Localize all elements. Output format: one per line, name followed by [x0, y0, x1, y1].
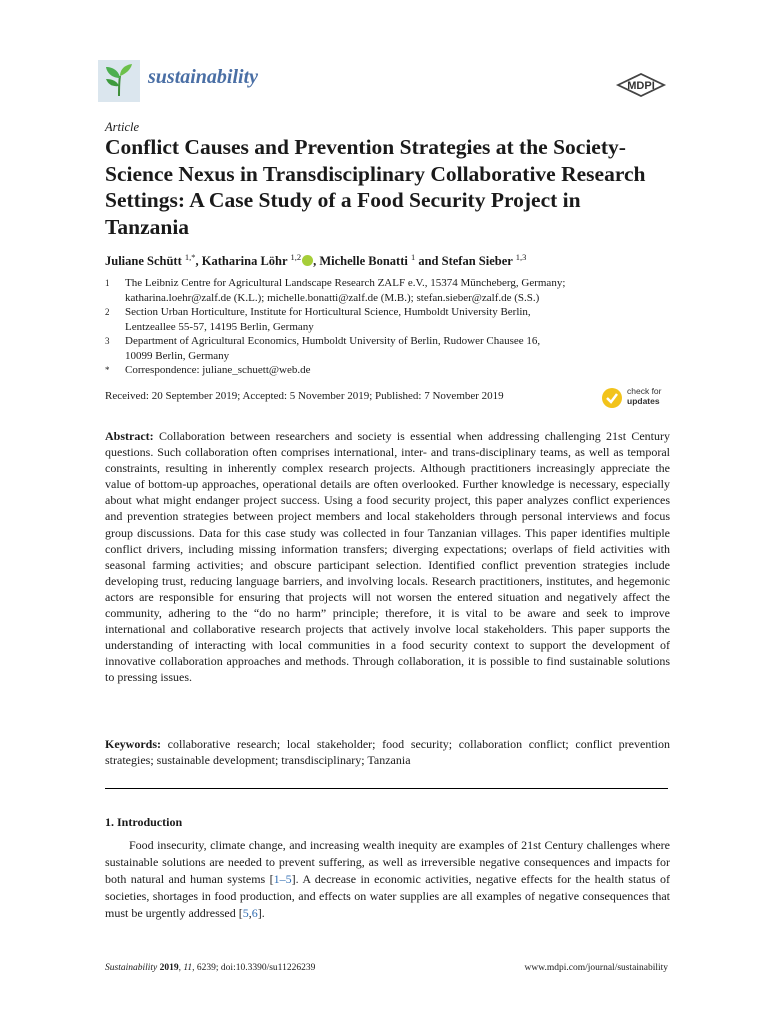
author-affiliation-mark: 1,* [184, 252, 196, 262]
affiliation-3 [105, 334, 645, 363]
author-list: Juliane Schütt $^{1,*}$, Katharina Löhr $^{1,2}$ , Michelle Bonatti $^1$ and Stefan Sieber $^{1,3}$ [105, 252, 527, 269]
footer-citation: Sustainability 2019, 11, 6239; doi:10.3390/su11226239 [105, 963, 316, 973]
footer-year: 2019 [159, 963, 179, 973]
check-updates-line2: updates [627, 396, 660, 406]
citation-link[interactable]: 5 [242, 906, 249, 920]
orcid-icon[interactable] [302, 255, 313, 266]
footer-doi: , 6239; doi:10.3390/su11226239 [192, 963, 316, 973]
affiliation-1 [105, 276, 645, 305]
correspondence-line: Correspondence: juliane_schuett@web.de [125, 364, 311, 376]
section-heading: 1. Introduction [105, 815, 183, 829]
journal-name: sustainability [148, 66, 259, 88]
affiliation-line: Lentzeallee 55-57, 14195 Berlin, Germany [125, 320, 314, 333]
author-affiliation-mark: 1,2 [290, 252, 302, 262]
intro-text: ]. A decrease in economic activities, negative effects for the health status of societies, shortages in food production, and effects on water supplies are all examples of negative consequences that must be urgently addressed [ [105, 872, 671, 920]
mdpi-logo [614, 72, 668, 98]
affiliation-number: 1 [105, 278, 110, 288]
affiliation-line: Department of Agricultural Economics, Humboldt University of Berlin, Rudower Chausee 16, [125, 335, 541, 347]
citation-link[interactable]: 1–5 [273, 872, 292, 886]
mdpi-logo-text: MDPI [627, 80, 655, 92]
intro-text: ]. [257, 906, 265, 920]
abstract-text: Collaboration between researchers and society is essential when addressing challenging 21st Century questions. Such collaboration often comprises international, inter- and trans-disciplinary teams, as well as temporal constraints, resulting in inherently complex research projects. Although practitioners increasingly appreciate the value of bottom-up approaches, operational details are often overlooked. Further knowledge is necessary, especially about what might endanger project success. Using a food security project, this paper analyzes conflict experiences and prevention strategies between project members and local stakeholders through personal interviews and focus group discussions. Data for this case study was collected in four Tanzanian villages. This paper identifies multiple conflict drivers, including missing information transfers; diverging expectations; overlaps of field activities with seasonal farming activities; and obscure participant selection. Identified conflict prevention strategies include developing trust, reducing language barriers, and involving locals. Research practitioners, institutes, and hegemonic actors are responsible for ensuring that projects will not worsen the entered situation and negatively affect the community, adhering to the “do no harm” principle; therefore, it is vital to be aware and seek to improve international and collaborative research projects that actively involve local stakeholders. This paper supports the understanding of interacting with local communities in a food security context to support the development of innovative collaboration approaches and methods. Through collaboration, it is possible to find sustainable solutions to pressing issues. [105, 429, 671, 685]
citation-separator: , [248, 906, 252, 920]
affiliation-line: katharina.loehr@zalf.de (K.L.); michelle.bonatti@zalf.de (M.B.); stefan.sieber@zalf.de (S.S.) [125, 291, 540, 304]
affiliation-number: 2 [105, 307, 110, 317]
section-divider [105, 788, 668, 789]
affiliation-line: 10099 Berlin, Germany [125, 349, 230, 362]
keywords-text: collaborative research; local stakeholder; food security; collaboration conflict; conflict prevention strategies; sustainable development; transdisciplinary; Tanzania [105, 737, 671, 767]
footer-url[interactable]: www.mdpi.com/journal/sustainability [524, 963, 668, 973]
keywords [105, 736, 670, 768]
mdpi-logo-icon [614, 72, 668, 98]
affiliation-number: 3 [105, 336, 110, 346]
citation-link[interactable]: 6 [251, 906, 258, 920]
intro-text: Food insecurity, climate change, and increasing wealth inequity are examples of 21st Century challenges where sustainable solutions are needed to prevent suffering, as well as irreversible negative consequences and impacts for both natural and human systems [ [105, 838, 670, 886]
keywords-label: Keywords: [105, 737, 161, 751]
journal-logo [98, 60, 140, 102]
affiliation-number: * [105, 365, 110, 375]
author-name: Juliane Schütt [105, 254, 182, 269]
check-updates-icon [601, 387, 623, 409]
check-for-updates-badge[interactable] [601, 385, 671, 411]
abstract-label: Abstract: [105, 429, 154, 443]
author-name: Stefan Sieber [441, 254, 513, 269]
author-name: Katharina Löhr [201, 254, 288, 269]
footer-journal: Sustainability [105, 963, 158, 973]
author-name: Michelle Bonatti [319, 254, 408, 269]
affiliation-line: The Leibniz Centre for Agricultural Landscape Research ZALF e.V., 15374 Müncheberg, Germany; [125, 277, 566, 289]
affiliation-line: Section Urban Horticulture, Institute for Horticultural Science, Humboldt University Berlin, [125, 306, 531, 318]
paper-title: Conflict Causes and Prevention Strategies at the Society-Science Nexus in Transdisciplinary Collaborative Research Settings: A Case Study of a Food Security Project in Tanzania [105, 135, 646, 239]
author-affiliation-mark: 1,3 [515, 252, 527, 262]
leaf-icon [98, 60, 140, 102]
affiliation-2 [105, 305, 645, 334]
check-updates-line1: check for [627, 386, 662, 396]
intro-paragraph [105, 837, 670, 922]
correspondence [105, 363, 645, 378]
author-affiliation-mark: 1 [410, 252, 416, 262]
abstract [105, 428, 670, 686]
publication-dates: Received: 20 September 2019; Accepted: 5 November 2019; Published: 7 November 2019 [105, 390, 504, 402]
footer-volume: 11 [183, 963, 193, 973]
article-type: Article [105, 120, 140, 134]
